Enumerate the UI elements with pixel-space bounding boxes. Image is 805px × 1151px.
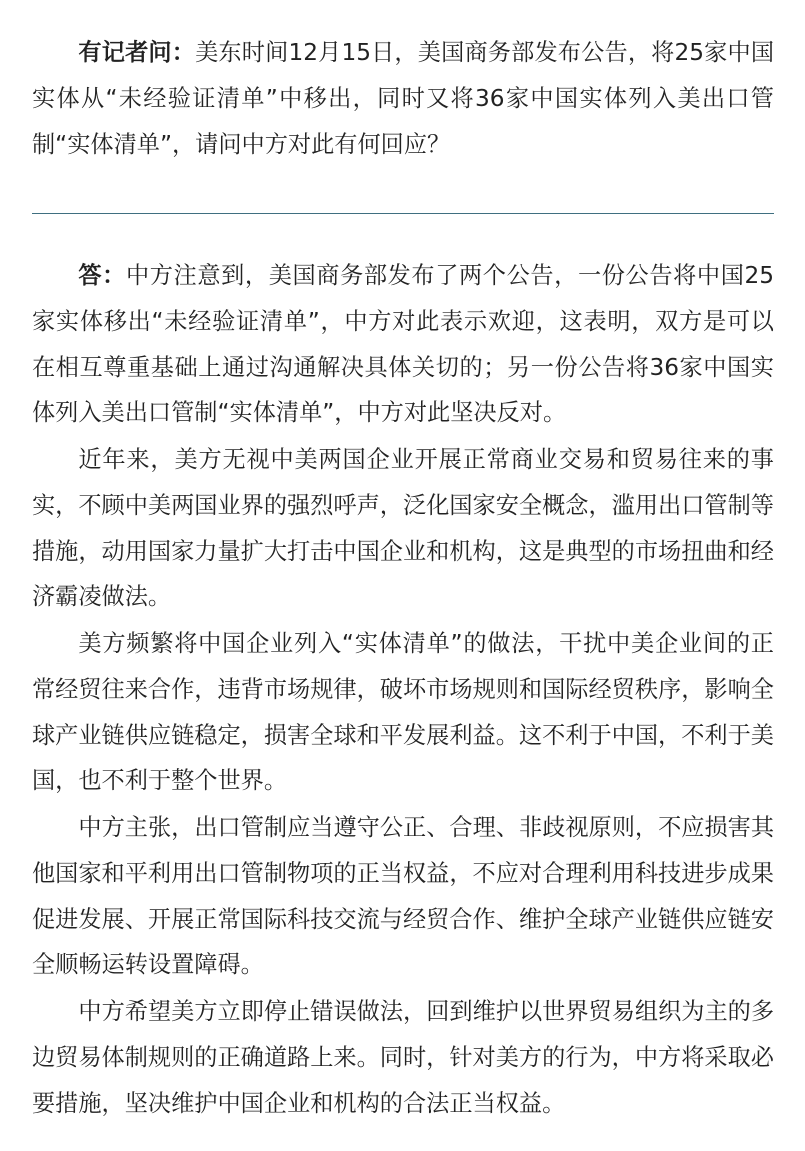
section-divider	[32, 213, 774, 214]
answer-paragraph-5	[32, 989, 774, 1126]
question-label: 有记者问：	[78, 39, 196, 66]
answer-label: 答：	[78, 262, 126, 289]
answer-text-3: 美方频繁将中国企业列入“实体清单”的做法，干扰中美企业间的正常经贸往来合作，违背市场规律，破坏市场规则和国际经贸秩序，影响全球产业链供应链稳定，损害全球和平发展利益。这不利于中国，不利于美国，也不利于整个世界。	[32, 630, 774, 795]
answer-paragraph-1	[32, 253, 774, 436]
answer-paragraph-3	[32, 621, 774, 804]
answer-text-5: 中方希望美方立即停止错误做法，回到维护以世界贸易组织为主的多边贸易体制规则的正确道路上来。同时，针对美方的行为，中方将采取必要措施，坚决维护中国企业和机构的合法正当权益。	[32, 998, 775, 1117]
answer-paragraph-4	[32, 805, 774, 988]
answer-text-2: 近年来，美方无视中美两国企业开展正常商业交易和贸易往来的事实，不顾中美两国业界的强烈呼声，泛化国家安全概念，滥用出口管制等措施，动用国家力量扩大打击中国企业和机构，这是典型的市场扭曲和经济霸凌做法。	[32, 446, 774, 611]
answer-text-4: 中方主张，出口管制应当遵守公正、合理、非歧视原则，不应损害其他国家和平利用出口管制物项的正当权益，不应对合理利用科技进步成果促进发展、开展正常国际科技交流与经贸合作、维护全球产业链供应链安全顺畅运转设置障碍。	[32, 814, 775, 979]
question-text: 美东时间12月15日，美国商务部发布公告，将25家中国实体从“未经验证清单”中移出，同时又将36家中国实体列入美出口管制“实体清单”，请问中方对此有何回应？	[32, 39, 775, 158]
question-paragraph	[32, 30, 774, 167]
answer-text-1: 中方注意到，美国商务部发布了两个公告，一份公告将中国25家实体移出“未经验证清单”，中方对此表示欢迎，这表明，双方是可以在相互尊重基础上通过沟通解决具体关切的；另一份公告将36家中国实体列入美出口管制“实体清单”，中方对此坚决反对。	[32, 262, 774, 427]
answer-paragraph-2	[32, 437, 774, 620]
